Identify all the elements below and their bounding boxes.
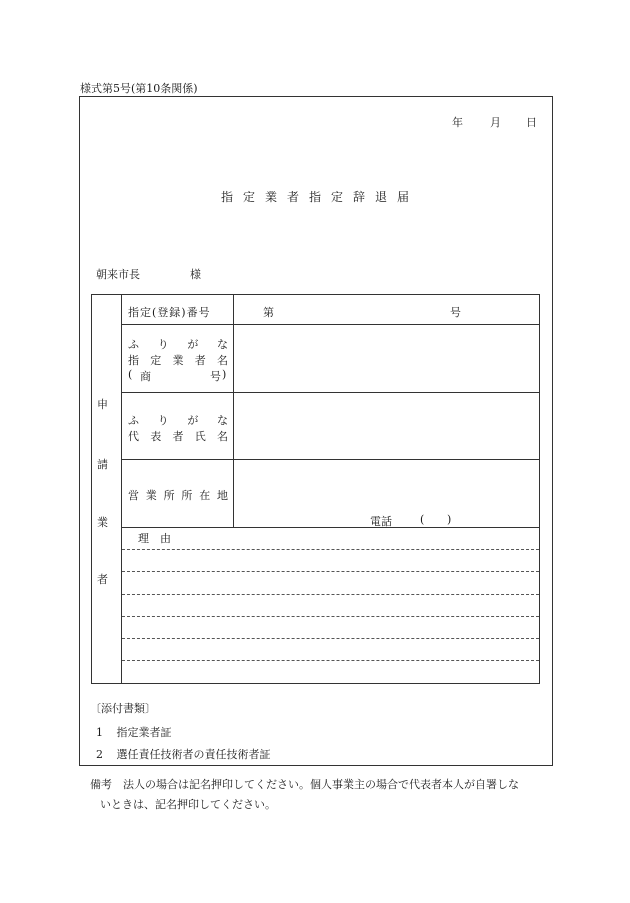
representative-name-field[interactable] — [236, 395, 536, 456]
char: な — [216, 338, 228, 351]
phone-label: 電話 — [370, 515, 392, 528]
office-address-label — [128, 487, 228, 503]
side-label-char: 申 — [97, 398, 108, 411]
char: が — [187, 414, 199, 427]
registration-suffix: 号 — [450, 306, 461, 319]
form-number-label: 様式第5号(第10条関係) — [80, 82, 198, 95]
char: ) — [222, 368, 227, 381]
attachment-text: 指定業者証 — [116, 726, 172, 739]
label-column-divider — [233, 294, 234, 527]
company-furigana-label — [128, 336, 228, 352]
char: 代 — [128, 430, 139, 443]
char: 者 — [172, 430, 184, 443]
side-column-divider — [121, 294, 122, 684]
company-name-field[interactable] — [236, 327, 536, 389]
reason-field[interactable] — [124, 546, 537, 680]
addressee-name: 朝来市長 — [96, 268, 140, 281]
char: 定 — [150, 354, 162, 367]
char: が — [187, 338, 199, 351]
row-divider — [121, 527, 539, 528]
char: 商 — [140, 370, 151, 383]
char: 者 — [194, 354, 206, 367]
char: 号 — [210, 370, 221, 383]
char: 氏 — [194, 430, 206, 443]
char: な — [216, 414, 228, 427]
date-year: 年 — [452, 116, 463, 129]
registration-number-label: 指定(登録)番号 — [128, 306, 211, 319]
side-label-char: 請 — [97, 458, 108, 471]
representative-name-label — [128, 428, 228, 444]
row-divider — [121, 392, 539, 393]
attachment-number: 1 — [96, 726, 103, 739]
document-title: 指定業者指定辞退届 — [220, 190, 419, 204]
company-name-label — [128, 352, 228, 368]
char: 表 — [150, 430, 162, 443]
row-divider — [121, 459, 539, 460]
date-day: 日 — [526, 116, 537, 129]
addressee — [96, 266, 201, 282]
addressee-honorific: 様 — [190, 268, 201, 281]
char: 地 — [216, 489, 228, 502]
char: 名 — [217, 430, 228, 443]
char: ( — [128, 368, 133, 381]
attachment-text: 選任責任技術者の責任技術者証 — [116, 748, 271, 761]
side-label-char: 業 — [97, 516, 108, 529]
registration-prefix: 第 — [263, 306, 274, 319]
attachments-heading: 〔添付書類〕 — [90, 702, 156, 715]
representative-furigana-label — [128, 412, 228, 428]
char: 業 — [145, 489, 157, 502]
char: り — [157, 338, 169, 351]
reason-label: 理 由 — [138, 532, 171, 545]
row-divider — [121, 324, 539, 325]
char: ふ — [128, 414, 139, 427]
char: 名 — [217, 354, 228, 367]
date-month: 月 — [490, 116, 501, 129]
attachment-item — [96, 724, 172, 740]
phone-paren-open: ( — [420, 513, 425, 526]
char: 指 — [128, 354, 139, 367]
phone-paren-close: ) — [447, 513, 452, 526]
char: り — [157, 414, 169, 427]
char: ふ — [128, 338, 139, 351]
remarks-line-2: いときは、記名押印してください。 — [100, 798, 276, 811]
char: 在 — [199, 489, 211, 502]
attachment-item — [96, 746, 271, 762]
office-address-field[interactable] — [236, 462, 536, 524]
remarks-line-1: 備考 法人の場合は記名押印してください。個人事業主の場合で代表者本人が自署しな — [90, 778, 519, 791]
registration-number-field[interactable] — [236, 297, 536, 321]
attachment-number: 2 — [96, 748, 103, 761]
char: 所 — [181, 489, 193, 502]
char: 業 — [172, 354, 184, 367]
char: 所 — [163, 489, 175, 502]
char: 営 — [128, 489, 139, 502]
side-label-char: 者 — [97, 573, 108, 586]
